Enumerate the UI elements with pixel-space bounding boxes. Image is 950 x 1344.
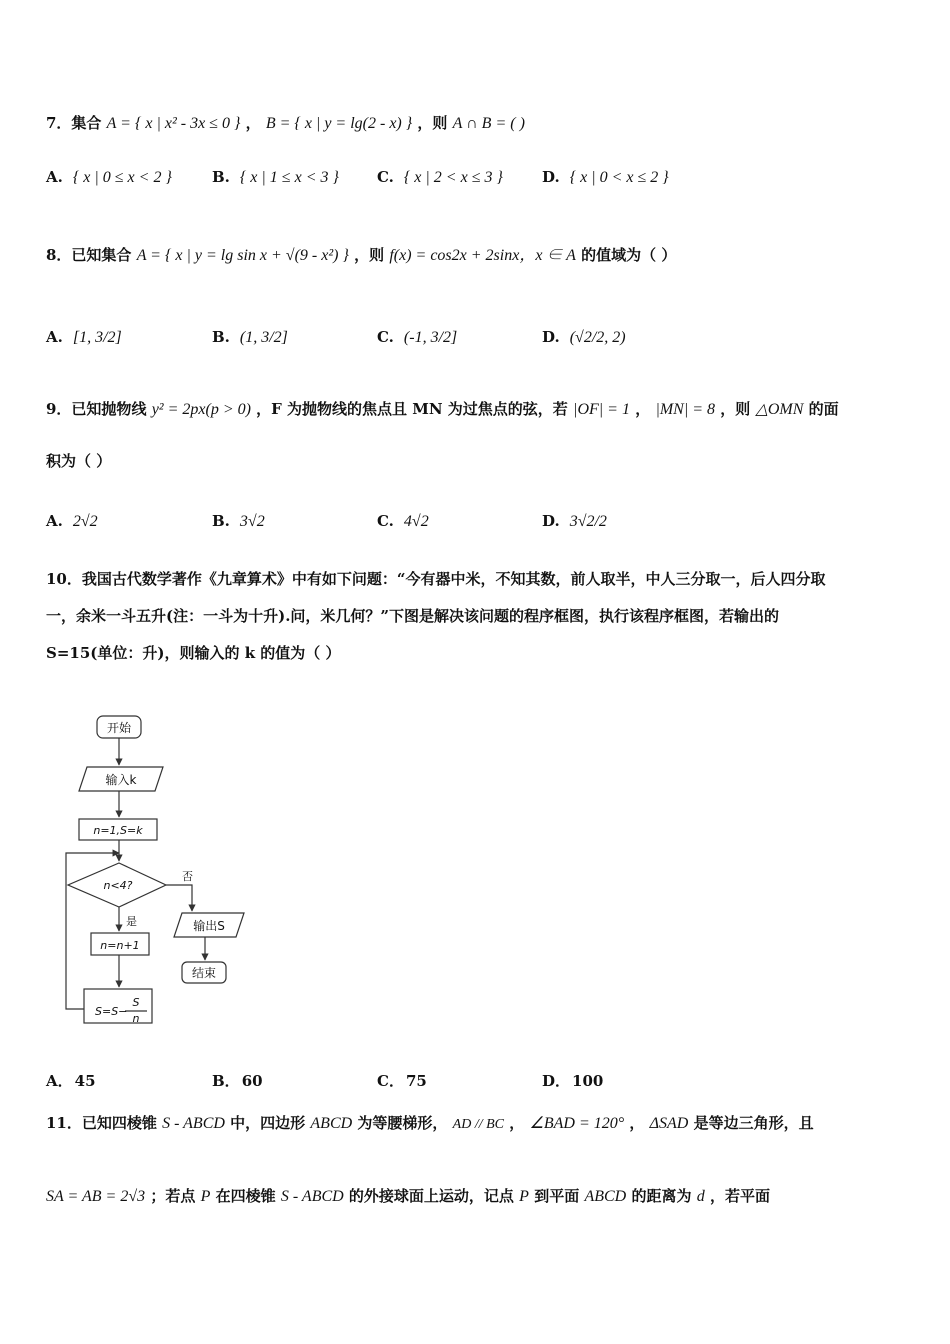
q11-l2-text6: ，若平面 xyxy=(709,1187,770,1205)
option-value: 100 xyxy=(572,1072,604,1090)
q8-option-c[interactable] xyxy=(377,328,457,347)
q7-stem xyxy=(46,112,525,133)
flowchart xyxy=(60,705,260,1035)
option-value: 3√2/2 xyxy=(569,513,607,530)
q11-l2-text2: 在四棱锥 xyxy=(215,1187,276,1205)
q9-option-b[interactable] xyxy=(212,512,265,531)
option-label: D. xyxy=(542,328,560,346)
option-label: D． xyxy=(542,1072,571,1090)
flow-condition-label: n<4? xyxy=(103,879,133,892)
option-label: B. xyxy=(212,512,230,530)
q11-l2-text1: ；若点 xyxy=(150,1187,196,1205)
q11-text3: ， xyxy=(509,1114,525,1132)
q8-option-d[interactable] xyxy=(542,328,626,347)
q11-point-p: P xyxy=(200,1188,211,1205)
q7-set-a: A = { x | x² - 3x ≤ 0 } xyxy=(106,115,241,132)
flow-update-denominator: n xyxy=(132,1012,140,1025)
option-value: 45 xyxy=(74,1072,96,1090)
q9-triangle: △OMN xyxy=(755,401,804,418)
q10-line2: 一，余米一斗五升(注：一斗为十升).问，米几何？”下图是解决该问题的程序框图，执行该程序框图，若输出的 xyxy=(46,607,780,625)
q8-option-b[interactable] xyxy=(212,328,288,347)
q11-l2-text3: 的外接球面上运动，记点 xyxy=(348,1187,514,1205)
flow-update-lhs: S=S− xyxy=(95,1005,128,1018)
flow-update-numerator: S xyxy=(132,996,140,1009)
option-label: C. xyxy=(377,512,394,530)
option-value: 3√2 xyxy=(239,513,265,530)
option-label: B. xyxy=(212,328,230,346)
q11-distance: d xyxy=(696,1188,705,1205)
q10-option-a[interactable] xyxy=(46,1070,96,1091)
q7-sep: ， xyxy=(245,114,261,132)
q11-point-p2: P xyxy=(519,1188,529,1205)
q8-mid: ，则 xyxy=(354,246,385,264)
q7-tail: ，则 xyxy=(417,114,448,132)
q11-pyramid: S - ABCD xyxy=(162,1115,225,1132)
q11-angle: ∠BAD = 120° xyxy=(529,1115,625,1132)
q8-number: 8．已知集合 xyxy=(46,246,132,264)
q11-l2-pyramid: S - ABCD xyxy=(280,1188,344,1205)
q9-number: 9．已知抛物线 xyxy=(46,400,147,418)
flow-start-label: 开始 xyxy=(106,721,132,735)
q11-text4: ， xyxy=(629,1114,645,1132)
option-value: { x | 2 < x ≤ 3 } xyxy=(403,169,503,186)
q11-text1: 中，四边形 xyxy=(230,1114,306,1132)
q9-sep: ， xyxy=(635,400,651,418)
option-label: B． xyxy=(212,1072,240,1090)
flow-init-label: n=1,S=k xyxy=(93,824,143,837)
option-value: 2√2 xyxy=(72,513,98,530)
option-label: D. xyxy=(542,512,560,530)
q11-parallel: AD // BC xyxy=(452,1117,505,1132)
option-value: { x | 0 < x ≤ 2 } xyxy=(569,169,669,186)
q11-line2 xyxy=(46,1185,770,1206)
option-value: 75 xyxy=(405,1072,427,1090)
q9-option-c[interactable] xyxy=(377,512,429,531)
q10-line3: S=15(单位：升)，则输入的 k 的值为（ ） xyxy=(46,644,341,662)
option-label: C. xyxy=(377,168,394,186)
q11-text2: 为等腰梯形， xyxy=(357,1114,448,1132)
flow-output-label: 输出S xyxy=(193,919,225,933)
q7-option-d[interactable] xyxy=(542,168,669,187)
flow-end-label: 结束 xyxy=(191,966,217,980)
q9-text3: 的面 xyxy=(808,400,839,418)
q9-equation: y² = 2px(p > 0) xyxy=(151,401,251,418)
option-value: (-1, 3/2] xyxy=(403,329,458,346)
q7-option-b[interactable] xyxy=(212,168,339,187)
option-label: D. xyxy=(542,168,560,186)
q9-line2: 积为（ ） xyxy=(46,452,112,470)
q11-stem xyxy=(46,1112,814,1133)
q11-triangle: ΔSAD xyxy=(649,1115,689,1132)
q10-option-b[interactable] xyxy=(212,1070,263,1091)
q10-line1: 10．我国古代数学著作《九章算术》中有如下问题：“今有器中米，不知其数，前人取半，中人三分取一，后人四分取 xyxy=(46,570,826,588)
q10-option-d[interactable] xyxy=(542,1070,603,1091)
q7-number: 7．集合 xyxy=(46,114,102,132)
option-label: C. xyxy=(377,328,394,346)
q7-set-b: B = { x | y = lg(2 - x) } xyxy=(265,115,413,132)
q9-option-a[interactable] xyxy=(46,512,98,531)
option-label: A. xyxy=(46,168,63,186)
q11-eq: SA = AB = 2√3 xyxy=(46,1188,146,1205)
q8-func: f(x) = cos2x + 2sinx，x ∈ A xyxy=(389,247,576,264)
option-label: A. xyxy=(46,328,63,346)
q9-stem xyxy=(46,398,839,419)
flow-yes-label: 是 xyxy=(126,915,137,928)
q11-quad: ABCD xyxy=(310,1115,353,1132)
q9-option-d[interactable] xyxy=(542,512,607,531)
option-value: [1, 3/2] xyxy=(72,329,122,346)
option-label: B. xyxy=(212,168,230,186)
q8-option-a[interactable] xyxy=(46,328,122,347)
q11-l2-text5: 的距离为 xyxy=(631,1187,692,1205)
q10-option-c[interactable] xyxy=(377,1070,427,1091)
q11-l2-text4: 到平面 xyxy=(534,1187,580,1205)
q7-option-a[interactable] xyxy=(46,168,172,187)
option-label: C． xyxy=(377,1072,404,1090)
option-value: (1, 3/2] xyxy=(239,329,288,346)
option-value: { x | 0 ≤ x < 2 } xyxy=(72,169,172,186)
q8-set-a: A = { x | y = lg sin x + √(9 - x²) } xyxy=(136,247,349,264)
option-value: { x | 1 ≤ x < 3 } xyxy=(239,169,339,186)
option-value: 4√2 xyxy=(403,513,429,530)
q9-text2: ，则 xyxy=(720,400,751,418)
q7-expr: A ∩ B = ( ) xyxy=(452,115,525,132)
flow-input-label: 输入k xyxy=(105,773,137,787)
option-label: A． xyxy=(46,1072,73,1090)
option-label: A. xyxy=(46,512,63,530)
q9-of: |OF| = 1 xyxy=(573,401,630,418)
q9-text1: ，F 为抛物线的焦点且 MN 为过焦点的弦，若 xyxy=(256,400,568,418)
q11-text5: 是等边三角形，且 xyxy=(693,1114,814,1132)
q8-tail: 的值域为（ ） xyxy=(581,246,677,264)
option-value: 60 xyxy=(241,1072,263,1090)
q9-mn: |MN| = 8 xyxy=(655,401,716,418)
q7-option-c[interactable] xyxy=(377,168,503,187)
flow-no-label: 否 xyxy=(182,870,193,883)
flow-increment-label: n=n+1 xyxy=(100,939,140,952)
option-value: (√2/2, 2) xyxy=(569,329,626,346)
q8-stem xyxy=(46,242,676,265)
q11-plane: ABCD xyxy=(584,1188,627,1205)
q11-number: 11．已知四棱锥 xyxy=(46,1114,157,1132)
